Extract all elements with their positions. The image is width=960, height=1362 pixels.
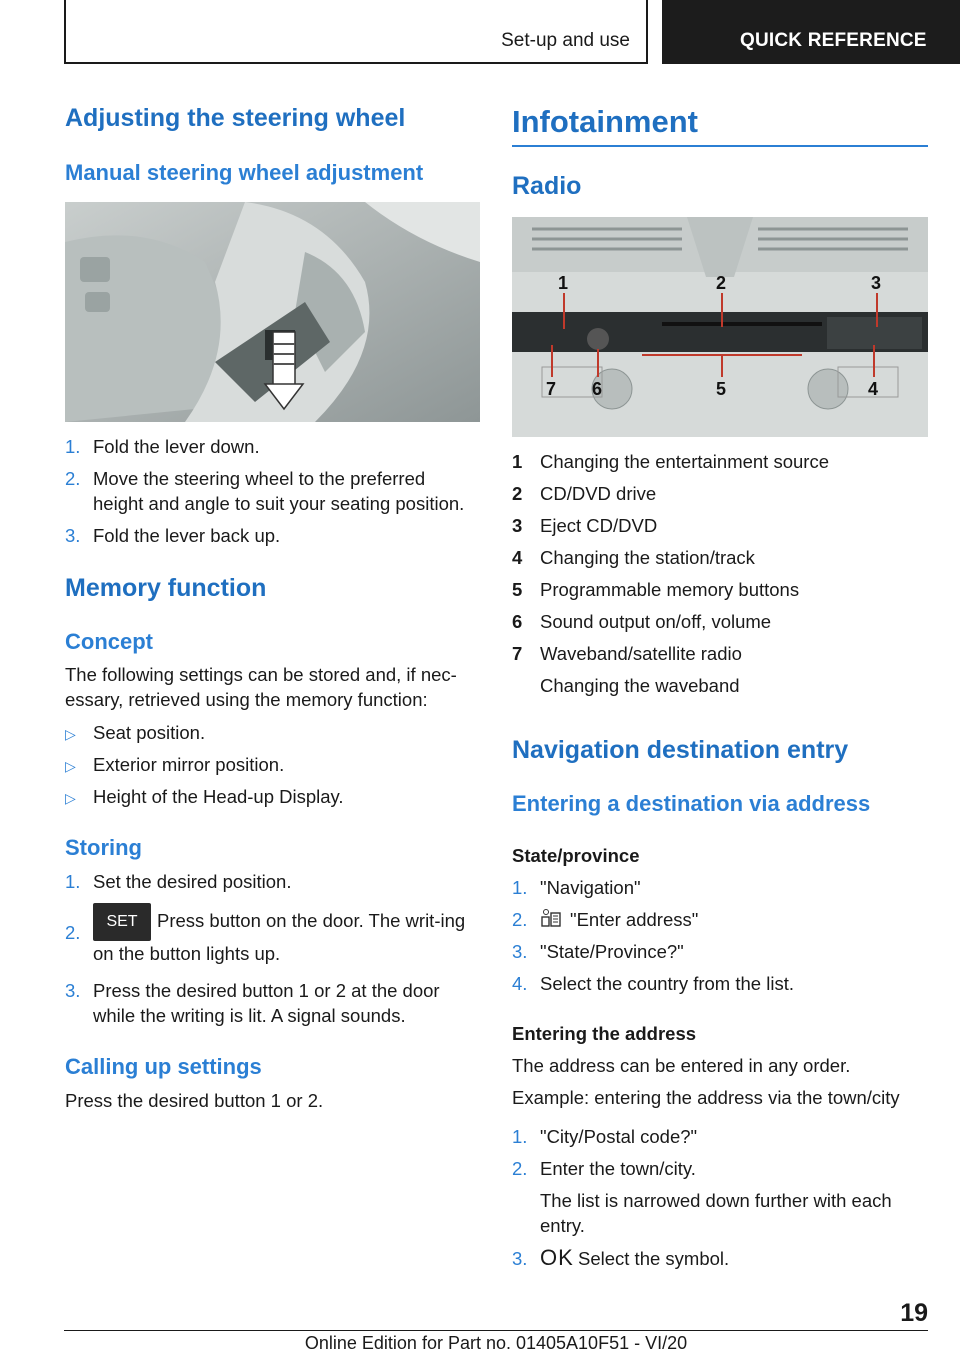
step-text: Fold the lever down. — [93, 436, 260, 457]
step-text: "City/Postal code?" — [540, 1126, 698, 1147]
radio-callout-2: 2 — [716, 273, 727, 293]
step-text: Select the symbol. — [578, 1248, 730, 1269]
header-chapter-box — [662, 0, 960, 64]
legend-number: 6 — [512, 611, 523, 632]
step-text: Press the desired button 1 or 2 at the door while the writing is lit. A signal sounds. — [93, 980, 440, 1026]
storing-title: Storing — [65, 835, 142, 860]
address-heading: Entering the address — [512, 1023, 697, 1044]
legend-number: 5 — [512, 579, 523, 600]
step-text: "State/Province?" — [540, 941, 684, 962]
legend-number: 1 — [512, 451, 523, 472]
step-number: 1. — [512, 1126, 528, 1147]
step-text: Enter the town/city. — [540, 1158, 696, 1179]
state-steps — [512, 875, 928, 1003]
radio-callout-1: 1 — [558, 273, 569, 293]
legend-text: Waveband/satellite radio — [540, 643, 742, 664]
legend-extra: Changing the waveband — [540, 675, 740, 696]
concept-item-text: Exterior mirror position. — [93, 754, 285, 775]
bullet-triangle-icon: ▷ — [65, 758, 76, 774]
storing-step-2 — [65, 903, 480, 966]
step-number: 1. — [65, 436, 81, 457]
storing-step-1 — [65, 869, 480, 894]
step-number: 3. — [65, 525, 81, 546]
address-text-2: Example: entering the address via the town/city — [512, 1087, 900, 1108]
step-text: Set the desired position. — [93, 871, 292, 892]
set-button-icon: SET — [93, 903, 151, 941]
storing-step-3 — [65, 978, 480, 1028]
step-text: "Navigation" — [540, 877, 641, 898]
step-extra: The list is narrowed down further with each entry. — [540, 1190, 892, 1236]
legend-number: 2 — [512, 483, 523, 504]
navigation-title: Navigation destination entry — [512, 736, 849, 764]
chapter-label: QUICK REFERENCE — [740, 30, 927, 51]
bullet-triangle-icon: ▷ — [65, 790, 76, 806]
radio-title: Radio — [512, 172, 582, 200]
legend-text: Sound output on/off, volume — [540, 611, 772, 632]
legend-number: 4 — [512, 547, 523, 568]
radio-callout-5: 5 — [716, 379, 727, 399]
concept-item — [65, 720, 480, 747]
steering-title: Adjusting the steering wheel — [65, 104, 406, 132]
header-section-box — [64, 0, 648, 64]
steering-step-1 — [65, 434, 480, 459]
radio-callout-6: 6 — [592, 379, 603, 399]
calling-text: Press the desired button 1 or 2. — [65, 1090, 324, 1111]
step-number: 1. — [512, 877, 528, 898]
steering-step-2 — [65, 466, 480, 516]
radio-panel-photo — [512, 217, 928, 437]
navigation-subtitle: Entering a destination via address — [512, 791, 871, 816]
address-entry-icon — [540, 908, 570, 934]
step-text: Select the country from the list. — [540, 973, 794, 994]
concept-item-text: Height of the Head-up Display. — [93, 786, 344, 807]
footer-divider — [64, 1330, 928, 1331]
concept-item-text: Seat position. — [93, 722, 206, 743]
radio-callout-7: 7 — [546, 379, 557, 399]
manual-adjustment-subtitle: Manual steering wheel adjustment — [65, 160, 424, 185]
step-number: 1. — [65, 871, 81, 892]
concept-text: The following settings can be stored and, if nec-essary, retrieved using the memory function: — [65, 664, 457, 710]
concept-item — [65, 784, 480, 811]
step-number: 2. — [512, 1158, 528, 1179]
page-number: 19 — [900, 1299, 928, 1327]
bullet-triangle-icon: ▷ — [65, 726, 76, 742]
radio-callout-4: 4 — [868, 379, 879, 399]
calling-title: Calling up settings — [65, 1054, 262, 1079]
step-number: 2. — [65, 468, 81, 489]
steering-column-photo — [65, 202, 480, 422]
steering-step-3 — [65, 523, 480, 548]
concept-title: Concept — [65, 629, 153, 654]
step-number: 2. — [65, 922, 81, 943]
legend-number: 3 — [512, 515, 523, 536]
step-text: Move the steering wheel to the preferred height and angle to suit your seating position. — [93, 468, 465, 514]
address-steps — [512, 1124, 928, 1277]
memory-title: Memory function — [65, 574, 267, 602]
step-text: Fold the lever back up. — [93, 525, 281, 546]
legend-text: Changing the station/track — [540, 547, 755, 568]
footer-edition: Online Edition for Part no. 01405A10F51 - VI/20 — [304, 1333, 688, 1353]
legend-number: 7 — [512, 643, 523, 664]
step-number: 3. — [65, 980, 81, 1001]
state-heading: State/province — [512, 845, 640, 866]
title-divider — [512, 145, 928, 147]
step-text: Press button on the door. The writ-ing on the button lights up. — [93, 909, 466, 964]
radio-legend — [512, 449, 928, 705]
legend-text: Eject CD/DVD — [540, 515, 658, 536]
step-number: 4. — [512, 973, 528, 994]
ok-symbol-icon: OK — [540, 1245, 574, 1270]
address-text-1: The address can be entered in any order. — [512, 1055, 851, 1076]
infotainment-title: Infotainment — [512, 104, 698, 139]
legend-text: Programmable memory buttons — [540, 579, 800, 600]
step-number: 3. — [512, 1248, 528, 1269]
legend-text: Changing the entertainment source — [540, 451, 829, 472]
section-label: Set-up and use — [501, 30, 630, 51]
step-number: 3. — [512, 941, 528, 962]
radio-callout-3: 3 — [871, 273, 882, 293]
concept-item — [65, 752, 480, 779]
step-number: 2. — [512, 909, 528, 930]
step-text: "Enter address" — [570, 909, 699, 930]
legend-text: CD/DVD drive — [540, 483, 657, 504]
